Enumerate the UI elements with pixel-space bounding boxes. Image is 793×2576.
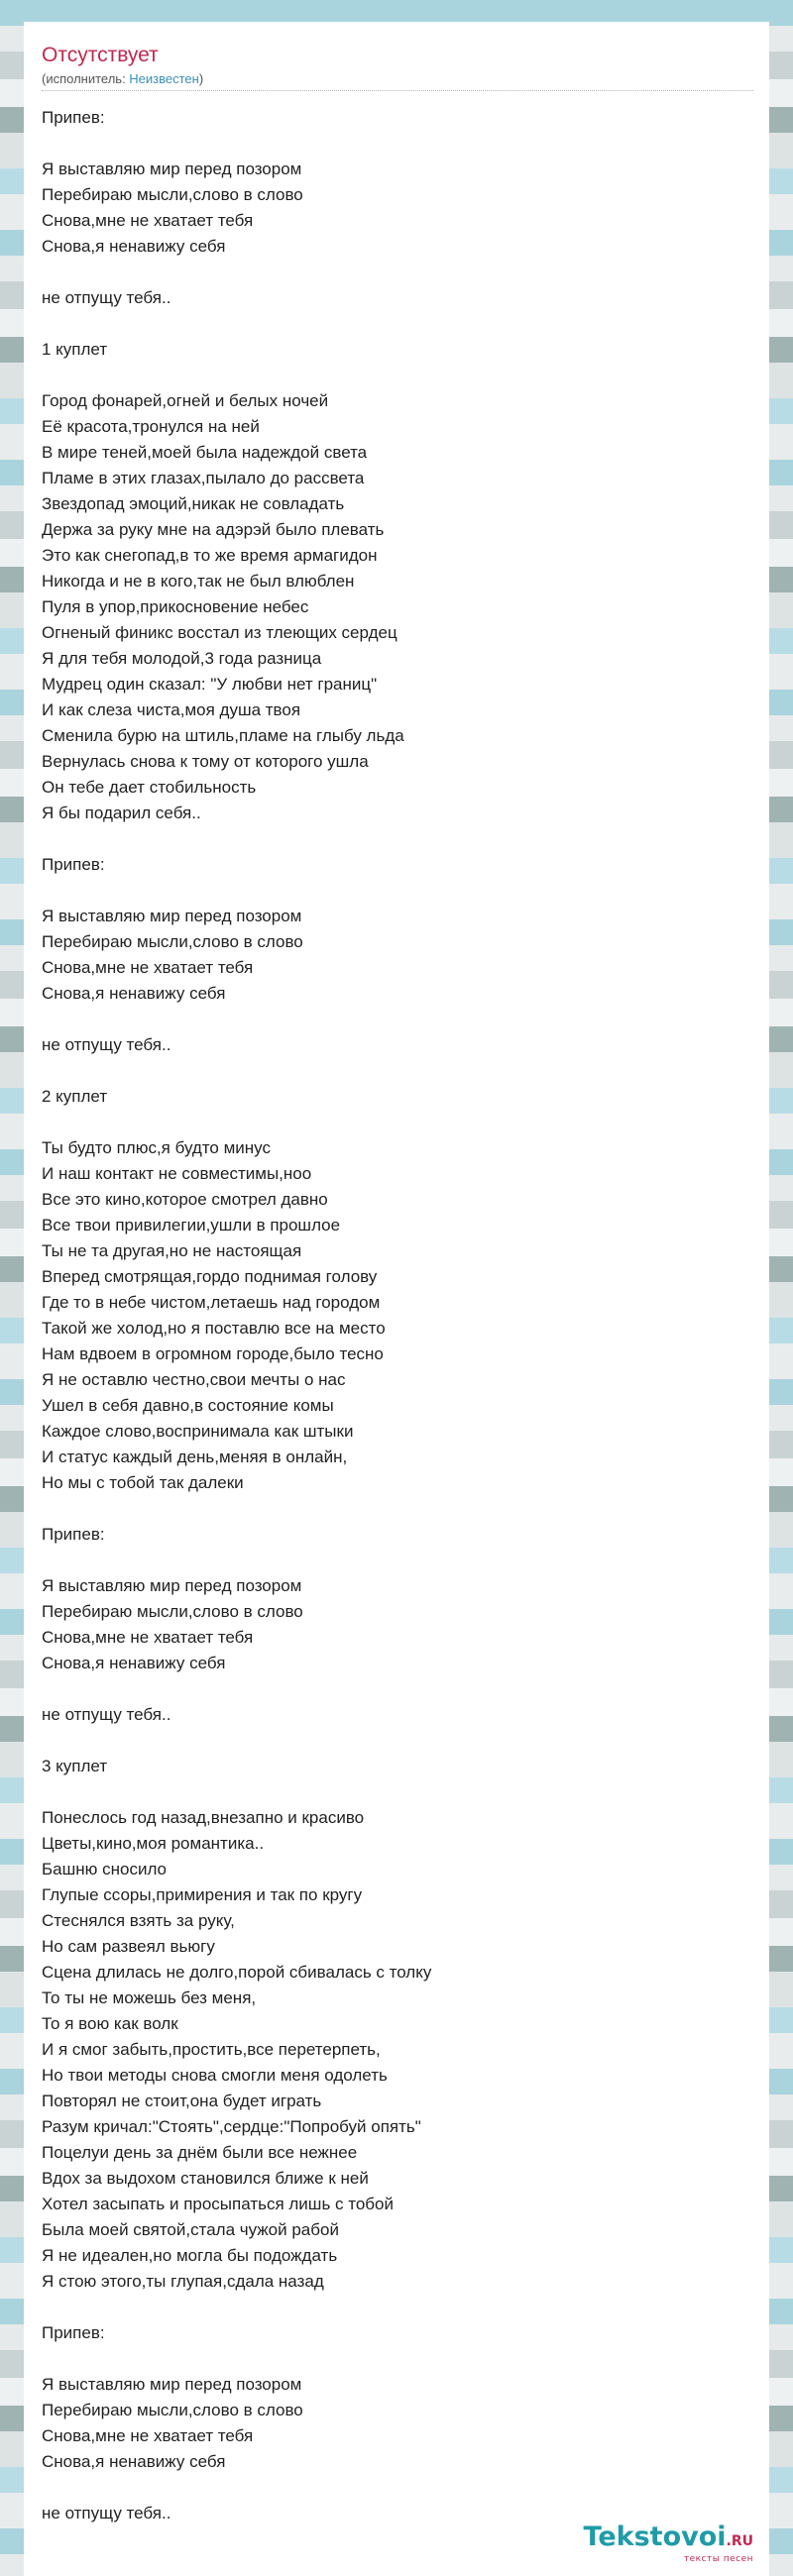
lyric-line: То я вою как волк: [42, 2014, 178, 2033]
lyric-line: Такой же холод,но я поставлю все на место: [42, 1319, 386, 1338]
blank-line: [42, 2346, 736, 2372]
lyric-line: Я выставляю мир перед позором: [42, 2375, 302, 2394]
lyric-line: Глупые ссоры,примирения и так по кругу: [42, 1885, 363, 1904]
lyrics-text: [42, 105, 736, 2526]
lyric-line: Держа за руку мне на адэрэй было плевать: [42, 520, 385, 539]
lyric-line: Понеслось год назад,внезапно и красиво: [42, 1808, 365, 1827]
lyric-line: Вдох за выдохом становился ближе к ней: [42, 2169, 369, 2188]
lyric-line: Я выставляю мир перед позором: [42, 907, 302, 925]
logo-tld: .RU: [726, 2533, 753, 2549]
lyric-line: И я смог забыть,простить,все перетерпеть,: [42, 2040, 381, 2059]
lyric-line: Припев:: [42, 108, 105, 127]
site-logo[interactable]: [584, 2522, 754, 2564]
blank-line: [42, 1728, 736, 1754]
lyric-line: Снова,мне не хватает тебя: [42, 958, 254, 977]
lyric-line: 3 куплет: [42, 1757, 108, 1775]
artist-suffix: ): [198, 71, 204, 86]
lyric-line: Сцена длилась не долго,порой сбивалась с толку: [42, 1963, 432, 1982]
blank-line: [42, 878, 736, 904]
lyric-line: не отпущу тебя..: [42, 1035, 171, 1054]
lyric-line: Я для тебя молодой,3 года разница: [42, 649, 322, 668]
lyric-line: Вперед смотрящая,гордо поднимая голову: [42, 1267, 378, 1286]
logo-wordmark: [584, 2522, 754, 2556]
blank-line: [42, 1110, 736, 1135]
blank-line: [42, 1058, 736, 1084]
lyric-line: не отпущу тебя..: [42, 288, 171, 307]
lyric-line: Башню сносило: [42, 1860, 168, 1878]
blank-line: [42, 2295, 736, 2320]
lyric-line: Звездопад эмоций,никак не совладать: [42, 494, 345, 513]
blank-line: [42, 363, 736, 388]
lyric-line: Сменила бурю на штиль,пламе на глыбу льда: [42, 726, 404, 745]
blank-line: [42, 1779, 736, 1805]
lyric-line: не отпущу тебя..: [42, 2504, 171, 2522]
lyric-line: Поцелуи день за днём были все нежнее: [42, 2143, 358, 2162]
lyric-line: То ты не можешь без меня,: [42, 1988, 257, 2007]
lyric-line: Мудрец один сказал: "У любви нет границ": [42, 675, 378, 694]
lyric-line: 2 куплет: [42, 1087, 108, 1106]
lyric-line: Никогда и не в кого,так не был влюблен: [42, 572, 355, 590]
lyric-line: не отпущу тебя..: [42, 1705, 171, 1724]
lyric-line: Он тебе дает стобильность: [42, 778, 257, 797]
lyric-line: Пуля в упор,прикосновение небес: [42, 597, 309, 616]
lyric-line: Снова,мне не хватает тебя: [42, 1628, 254, 1647]
lyric-line: Где то в небе чистом,летаешь над городом: [42, 1293, 381, 1312]
lyric-line: Припев:: [42, 1525, 105, 1544]
lyric-line: Вернулась снова к тому от которого ушла: [42, 752, 369, 771]
blank-line: [42, 1548, 736, 1573]
lyric-line: Припев:: [42, 2323, 105, 2342]
lyric-line: Но сам развеял вьюгу: [42, 1937, 215, 1956]
lyric-line: Все это кино,которое смотрел давно: [42, 1190, 328, 1209]
artist-link[interactable]: Неизвестен: [129, 71, 199, 86]
lyric-line: Но мы с тобой так далеки: [42, 1473, 244, 1492]
lyric-line: Я не идеален,но могла бы подождать: [42, 2246, 338, 2265]
lyric-line: Снова,мне не хватает тебя: [42, 2426, 254, 2445]
lyric-line: Была моей святой,стала чужой рабой: [42, 2220, 339, 2239]
lyric-line: Хотел засыпать и просыпаться лишь с тобой: [42, 2195, 394, 2213]
blank-line: [42, 1676, 736, 1702]
lyric-line: Огненый финикс восстал из тлеющих сердец: [42, 623, 397, 642]
lyric-line: Перебираю мысли,слово в слово: [42, 932, 303, 951]
lyric-line: Я бы подарил себя..: [42, 804, 201, 822]
logo-tagline: тексты песен: [683, 2554, 753, 2564]
lyric-line: Снова,я ненавижу себя: [42, 1654, 226, 1672]
blank-line: [42, 311, 736, 337]
blank-line: [42, 131, 736, 157]
logo-name: Tekstovoi: [583, 2522, 727, 2552]
lyric-line: Я не оставлю честно,свои мечты о нас: [42, 1370, 346, 1389]
lyric-line: Я выставляю мир перед позором: [42, 160, 302, 178]
lyric-line: Стеснялся взять за руку,: [42, 1911, 235, 1930]
lyric-line: Перебираю мысли,слово в слово: [42, 2401, 303, 2419]
lyric-line: Каждое слово,воспринимала как штыки: [42, 1422, 354, 1441]
lyric-line: Разум кричал:"Стоять",сердце:"Попробуй опять": [42, 2117, 421, 2136]
lyric-line: Снова,мне не хватает тебя: [42, 211, 254, 230]
blank-line: [42, 260, 736, 285]
lyric-line: Снова,я ненавижу себя: [42, 2452, 226, 2471]
lyric-line: Я стою этого,ты глупая,сдала назад: [42, 2272, 324, 2291]
lyric-line: В мире теней,моей была надеждой света: [42, 443, 368, 462]
blank-line: [42, 1496, 736, 1522]
lyric-line: 1 куплет: [42, 340, 108, 359]
lyric-line: Её красота,тронулся на ней: [42, 417, 260, 436]
lyric-line: Город фонарей,огней и белых ночей: [42, 391, 329, 410]
lyric-line: Ты не та другая,но не настоящая: [42, 1241, 302, 1260]
lyric-line: Но твои методы снова смогли меня одолеть: [42, 2066, 388, 2085]
lyric-line: Пламе в этих глазах,пылало до рассвета: [42, 469, 365, 487]
header-divider: [42, 90, 753, 91]
lyric-line: И статус каждый день,меняя в онлайн,: [42, 1448, 348, 1466]
lyric-line: Перебираю мысли,слово в слово: [42, 1602, 303, 1621]
lyric-line: Припев:: [42, 855, 105, 874]
lyrics-page: [24, 22, 769, 2576]
lyric-line: Повторял не стоит,она будет играть: [42, 2092, 322, 2110]
lyric-line: Я выставляю мир перед позором: [42, 1576, 302, 1595]
blank-line: [42, 1007, 736, 1032]
lyric-line: Снова,я ненавижу себя: [42, 237, 226, 256]
lyric-line: Снова,я ненавижу себя: [42, 984, 226, 1003]
lyric-line: Цветы,кино,моя романтика..: [42, 1834, 265, 1853]
lyric-line: Все твои привилегии,ушли в прошлое: [42, 1216, 341, 1234]
lyric-line: Нам вдвоем в огромном городе,было тесно: [42, 1344, 384, 1363]
song-title: Отсутствует: [42, 44, 159, 66]
artist-prefix: (исполнитель:: [42, 71, 130, 86]
lyric-line: И наш контакт не совместимы,ноо: [42, 1164, 312, 1183]
lyric-line: Это как снегопад,в то же время армагидон: [42, 546, 378, 565]
blank-line: [42, 2475, 736, 2501]
blank-line: [42, 826, 736, 852]
lyric-line: Ушел в себя давно,в состояние комы: [42, 1396, 334, 1415]
artist-line: [42, 71, 203, 86]
lyric-line: И как слеза чиста,моя душа твоя: [42, 700, 301, 719]
lyric-line: Ты будто плюс,я будто минус: [42, 1138, 271, 1157]
lyric-line: Перебираю мысли,слово в слово: [42, 185, 303, 204]
